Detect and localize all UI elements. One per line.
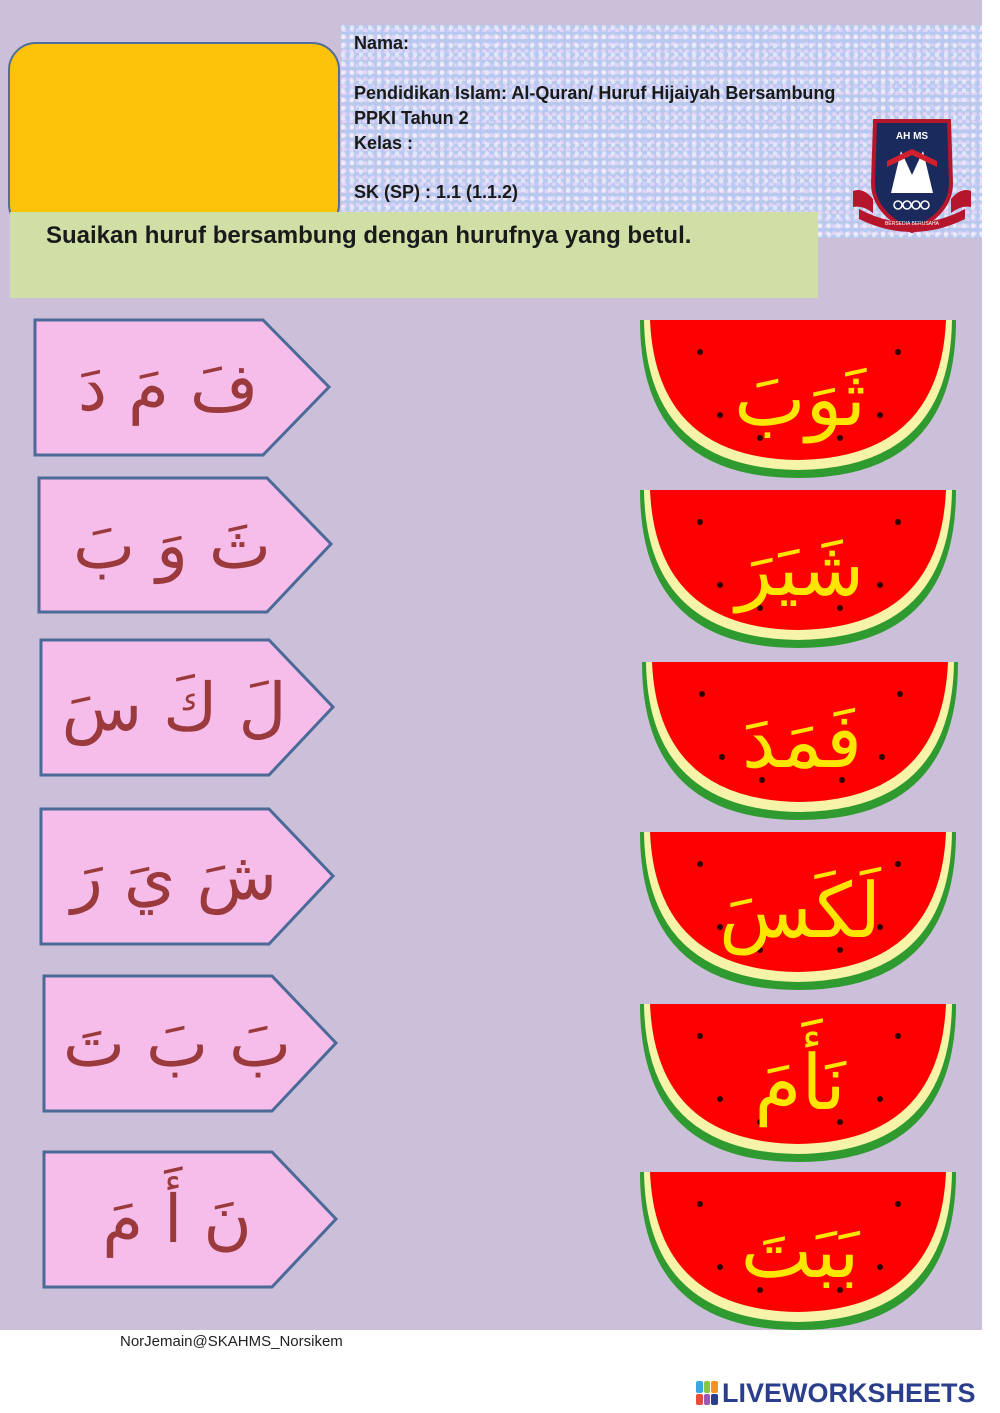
letter-tag-2[interactable] [37,476,337,616]
letter-tag-text: شَ يَ رَ [70,837,278,915]
nama-label: Nama: [354,33,410,53]
letter-tag-text: فَ مَ دَ [77,348,259,426]
letter-tag-4[interactable] [39,807,339,947]
instruction-band [10,212,818,298]
letter-tag-text: بَ بَ تَ [62,1004,292,1082]
liveworksheets-badge-icon [696,1381,718,1405]
author-credit: NorJemain@SKAHMS_Norsikem [120,1333,343,1350]
instruction-text: Suaikan huruf bersambung dengan hurufnya yang betul. [46,222,692,249]
liveworksheets-logo[interactable] [696,1378,976,1408]
letter-tag-text: ثَ وَ بَ [72,506,272,584]
watermelon-1[interactable] [640,320,960,480]
kelas-label: Kelas : [354,133,414,153]
name-box [8,42,340,232]
letter-tag-text: نَ أَ مَ [102,1180,252,1258]
school-crest-logo [853,113,971,235]
header-info-panel [341,25,982,238]
watermelon-4[interactable] [640,832,960,992]
watermelon-2[interactable] [640,490,960,650]
crest-label: AH MS [895,131,929,142]
subject-label: Pendidikan Islam: Al-Quran/ Huruf Hijaiyah Bersambung [354,83,836,103]
letter-tag-text: لَ كَ سَ [61,668,287,746]
watermelon-word: نَأَمَ [754,1037,846,1127]
watermelon-word: شَيَرَ [735,523,865,613]
crest-motto: BERSEDIA BERUSAHA [885,221,939,227]
level-label: PPKI Tahun 2 [354,108,469,128]
watermelon-word: فَمَدَ [741,695,863,785]
watermelon-word: لَكَسَ [718,865,882,955]
letter-tag-1[interactable] [33,318,333,458]
watermelon-6[interactable] [640,1172,960,1332]
watermelon-word: بَبَتَ [740,1205,860,1295]
letter-tag-3[interactable] [39,638,339,778]
watermelon-3[interactable] [642,662,962,822]
watermelon-word: ثَوَبَ [734,353,866,443]
sk-label: SK (SP) : 1.1 (1.1.2) [354,182,519,202]
letter-tag-6[interactable] [42,1150,342,1290]
letter-tag-5[interactable] [42,974,342,1114]
watermelon-5[interactable] [640,1004,960,1164]
liveworksheets-brand: LIVEWORKSHEETS [722,1377,976,1408]
